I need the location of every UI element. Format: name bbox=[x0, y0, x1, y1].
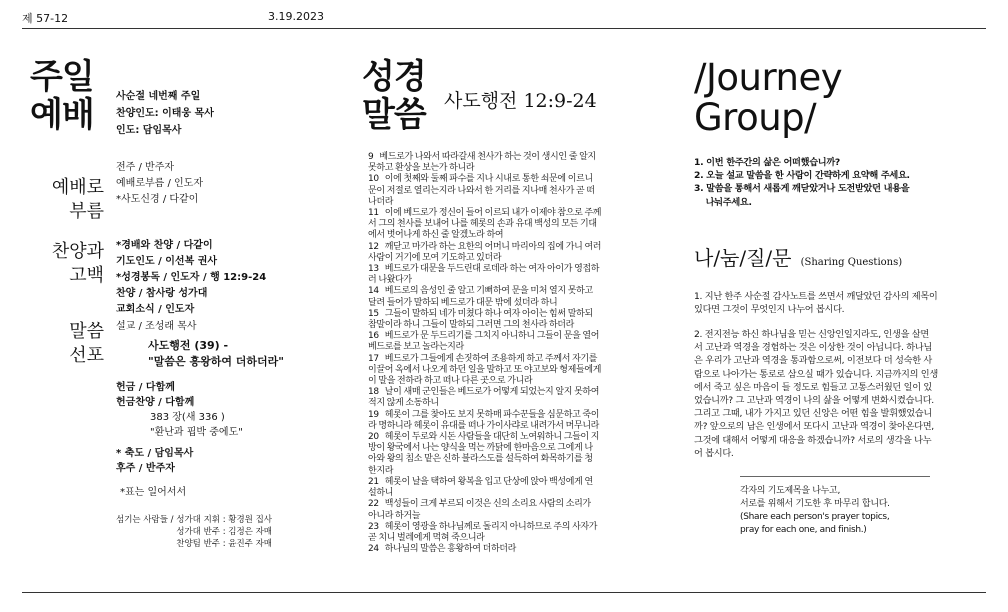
scripture-line: 13 베드로가 대문을 두드린대 로데라 하는 여자 아이가 영접하 bbox=[368, 264, 600, 275]
sharing-questions-title: 나/눔/질/문 (Sharing Questions) bbox=[694, 246, 903, 270]
scripture-line: 달려 들어가 말하되 베드로가 대문 밖에 섰더라 하니 bbox=[368, 297, 558, 308]
scripture-line: 베드로를 보고 놀라는지라 bbox=[368, 342, 464, 353]
scripture-line: 23 헤롯이 영광을 하나님께로 돌리지 아니하므로 주의 사자가 bbox=[368, 521, 598, 532]
servers-list: 섬기는 사람들 / 성가대 지휘 : 황경원 집사 성가대 반주 : 김정은 자매 찬양팀 반주 : 윤진주 자매 bbox=[116, 515, 273, 549]
order-item: 찬양 / 참사랑 성가대 bbox=[116, 288, 208, 299]
scripture-line: 라 명하니라 헤롯이 유대를 떠나 가이사랴로 내려가서 머무니라 bbox=[368, 420, 600, 431]
order-item: 예배로부름 / 인도자 bbox=[116, 178, 204, 189]
order-item: 전주 / 반주자 bbox=[116, 162, 175, 173]
sermon-title: 사도행전 (39) - "말씀은 흥왕하여 더하더라" bbox=[148, 339, 285, 368]
journey-question: 1. 이번 한주간의 삶은 어떠했습니까? bbox=[694, 157, 840, 168]
hymn-title: "환난과 핍박 중에도" bbox=[150, 427, 243, 438]
scripture-line: 19 헤롯이 그를 찾아도 보지 못하매 파수꾼들을 심문하고 죽이 bbox=[368, 409, 600, 420]
scripture-line: 16 베드로가 문 두드리기를 그치지 아니하니 그들이 문을 열어 bbox=[368, 331, 600, 342]
scripture-line: 10 이에 첫째와 둘째 파수를 지나 시내로 통한 쇠문에 이르니 bbox=[368, 174, 593, 185]
sharing-line: 2. 전지전능 하신 하나님을 믿는 신앙인일지라도, 인생을 살면 bbox=[694, 329, 929, 340]
hymn-number: 383 장(새 336 ) bbox=[150, 412, 225, 423]
scripture-line: 이 말을 전하라 하고 떠나 다른 곳으로 가니라 bbox=[368, 376, 533, 387]
scripture-line: 22 백성들이 크게 부르되 이것은 신의 소리요 사람의 소리가 bbox=[368, 499, 591, 510]
order-item: *경배와 찬양 / 다같이 bbox=[116, 240, 213, 251]
offering: 헌금 / 다함께 헌금찬양 / 다함께 bbox=[116, 382, 195, 408]
sharing-line: 에서 죽고 싶은 마음이 들 정도로 힘들고 고통스러웠던 일이 있 bbox=[694, 381, 932, 393]
scripture-line: 못하고 환상을 보는가 하니라 bbox=[368, 163, 475, 174]
sharing-line: 어 봅시다. bbox=[694, 447, 734, 459]
hymn bbox=[150, 410, 243, 440]
journey-question: 2. 오늘 설교 말씀을 한 사람이 간략하게 요약해 주세요. bbox=[694, 170, 910, 182]
scripture-line: 참말이라 하니 그들이 말하되 그러면 그의 천사라 하더라 bbox=[368, 320, 574, 331]
service-name: 사순절 네번째 주일 bbox=[116, 91, 201, 102]
journey-question: 3. 말씀을 통해서 새롭게 깨닫았거나 도전받았던 내용을 bbox=[694, 183, 910, 195]
stand-note: *표는 일어서서 bbox=[120, 487, 187, 498]
worship-leader: 인도: 담임목사 bbox=[116, 125, 182, 136]
prayer-instructions: 각자의 기도제목을 나누고, 서로를 위해서 기도한 후 마무리 합니다. (Share each person's prayer topics, pray for each one, and finish.) bbox=[740, 486, 890, 535]
scripture-line: 곧 치니 벌레에게 먹혀 죽으니라 bbox=[368, 532, 485, 543]
section-praise-confession: 찬양과 고백 bbox=[51, 241, 104, 286]
sharing-line: 그리고 그때, 내가 가지고 있던 신앙은 어떤 힘을 발휘했었습니 bbox=[694, 408, 932, 420]
scripture-line: 20 헤롯이 두로와 시돈 사람들을 대단히 노여워하니 그들이 지 bbox=[368, 432, 600, 443]
order-item: *사도신경 / 다같이 bbox=[116, 194, 199, 205]
issue-number: 제 57-12 bbox=[22, 12, 69, 25]
scripture-line: 설하니 bbox=[368, 488, 394, 499]
scripture-line: 방이 왕국에서 나는 양식을 먹는 까닭에 한마음으로 그에게 나 bbox=[368, 443, 593, 454]
scripture-line: 러 나왔다가 bbox=[368, 275, 412, 286]
sharing-line: 람으로 나아가는 통로로 삼으실 때가 있습니다. 지금까지의 인생 bbox=[694, 368, 938, 380]
scripture-line: 한지라 bbox=[368, 465, 394, 476]
scripture-line: 21 헤롯이 날을 택하여 왕복을 입고 단상에 앉아 백성에게 연 bbox=[368, 476, 593, 487]
scripture-line: 아와 왕의 침소 맡은 신하 블라스도를 설득하여 화목하기를 청 bbox=[368, 454, 593, 465]
order-item: *성경봉독 / 인도자 / 행 12:9-24 bbox=[116, 272, 267, 283]
scripture-line: 17 베드로가 그들에게 손짓하여 조용하게 하고 주께서 자기를 bbox=[368, 353, 598, 364]
worship-info bbox=[116, 88, 214, 139]
scripture-line: 15 그들이 말하되 네가 미쳤다 하나 여자 아이는 힘써 말하되 bbox=[368, 308, 593, 319]
prayer-box bbox=[740, 476, 930, 537]
sharing-line: 은 우리가 고난과 역경을 통과함으로써, 이전보다 더 성숙한 사 bbox=[694, 355, 932, 367]
scripture-line: 아니라 하거늘 bbox=[368, 510, 421, 521]
journey-question: 나눠주세요. bbox=[694, 196, 752, 208]
sermon-label: 설교 / 조성래 목사 bbox=[116, 321, 197, 332]
worship-title: 주일 예배 bbox=[30, 57, 94, 135]
sharing-line: 그것에 대해서 어떻게 대응을 하겠습니까? 서로의 생각을 나누 bbox=[694, 434, 932, 446]
sharing-line: 까? 앞으로의 남은 인생에서 또다시 고난과 역경이 찾아온다면, bbox=[694, 421, 934, 433]
scripture-line: 11 이에 베드로가 정신이 들어 이르되 내가 이제야 참으로 주께 bbox=[368, 208, 602, 219]
scripture-text bbox=[368, 152, 668, 555]
scripture-line: 이끌어 옥에서 나오게 하던 일을 말하고 또 야고보와 형제들에게 bbox=[368, 364, 602, 375]
scripture-line: 14 베드로의 음성인 줄 알고 기뻐하여 문을 미처 열지 못하고 bbox=[368, 286, 593, 297]
scripture-reference: 사도행전 12:9-24 bbox=[444, 90, 597, 112]
scripture-line: 나더라 bbox=[368, 196, 394, 207]
journey-questions bbox=[694, 156, 994, 209]
scripture-line: 9 베드로가 나와서 따라갈새 천사가 하는 것이 생시인 줄 알지 bbox=[368, 152, 596, 162]
scripture-line: 적지 않게 소동하니 bbox=[368, 398, 439, 409]
bottom-rule bbox=[22, 592, 986, 593]
sharing-question-2 bbox=[694, 328, 994, 460]
order-item: 교회소식 / 인도자 bbox=[116, 304, 195, 315]
journey-title: /Journey Group/ bbox=[694, 56, 843, 139]
sharing-line: 서 고난과 역경을 경험하는 것은 이상한 것이 아닙니다. 하나님 bbox=[694, 342, 932, 354]
closing: * 축도 / 담임목사 후주 / 반주자 bbox=[116, 448, 194, 474]
scripture-line: 에서 벗어나게 하신 줄 알겠노라 하여 bbox=[368, 230, 504, 241]
section-word-proclamation: 말씀 선포 bbox=[69, 321, 104, 366]
praise-leader: 찬양인도: 이태웅 목사 bbox=[116, 108, 214, 119]
scripture-line: 사람이 거기에 모여 기도하고 있더라 bbox=[368, 252, 502, 263]
scripture-line: 18 날이 새매 군인들은 베드로가 어떻게 되었는지 알지 못하여 bbox=[368, 387, 600, 398]
scripture-line: 12 깨닫고 마가라 하는 요한의 어머니 마리아의 집에 가니 여러 bbox=[368, 241, 602, 252]
bulletin-date: 3.19.2023 bbox=[268, 10, 324, 23]
section-call-to-worship: 예배로 부름 bbox=[51, 177, 104, 222]
sharing-question-1: 1. 지난 한주 사순절 감사노트를 쓰면서 깨달았던 감사의 제목이 있다면 그것이 무엇인지 나누어 봅시다. bbox=[694, 291, 938, 316]
scripture-line: 문이 저절로 열리는지라 나와서 한 거리를 지나매 천사가 곧 떠 bbox=[368, 185, 595, 196]
sharing-line: 었습니까? 그 고난과 역경이 나의 삶을 어떻게 변화시켰습니다. bbox=[694, 395, 934, 407]
scripture-line: 서 그의 천사를 보내어 나를 헤롯의 손과 유대 백성의 모든 기대 bbox=[368, 219, 597, 230]
order-list-2 bbox=[116, 238, 266, 318]
scripture-line: 24 하나님의 말씀은 흥왕하여 더하더라 bbox=[368, 544, 516, 555]
order-item: 기도인도 / 이선복 권사 bbox=[116, 256, 218, 267]
scripture-title: 성경 말씀 bbox=[362, 57, 426, 135]
order-list-1 bbox=[116, 160, 203, 208]
top-rule bbox=[22, 28, 986, 29]
